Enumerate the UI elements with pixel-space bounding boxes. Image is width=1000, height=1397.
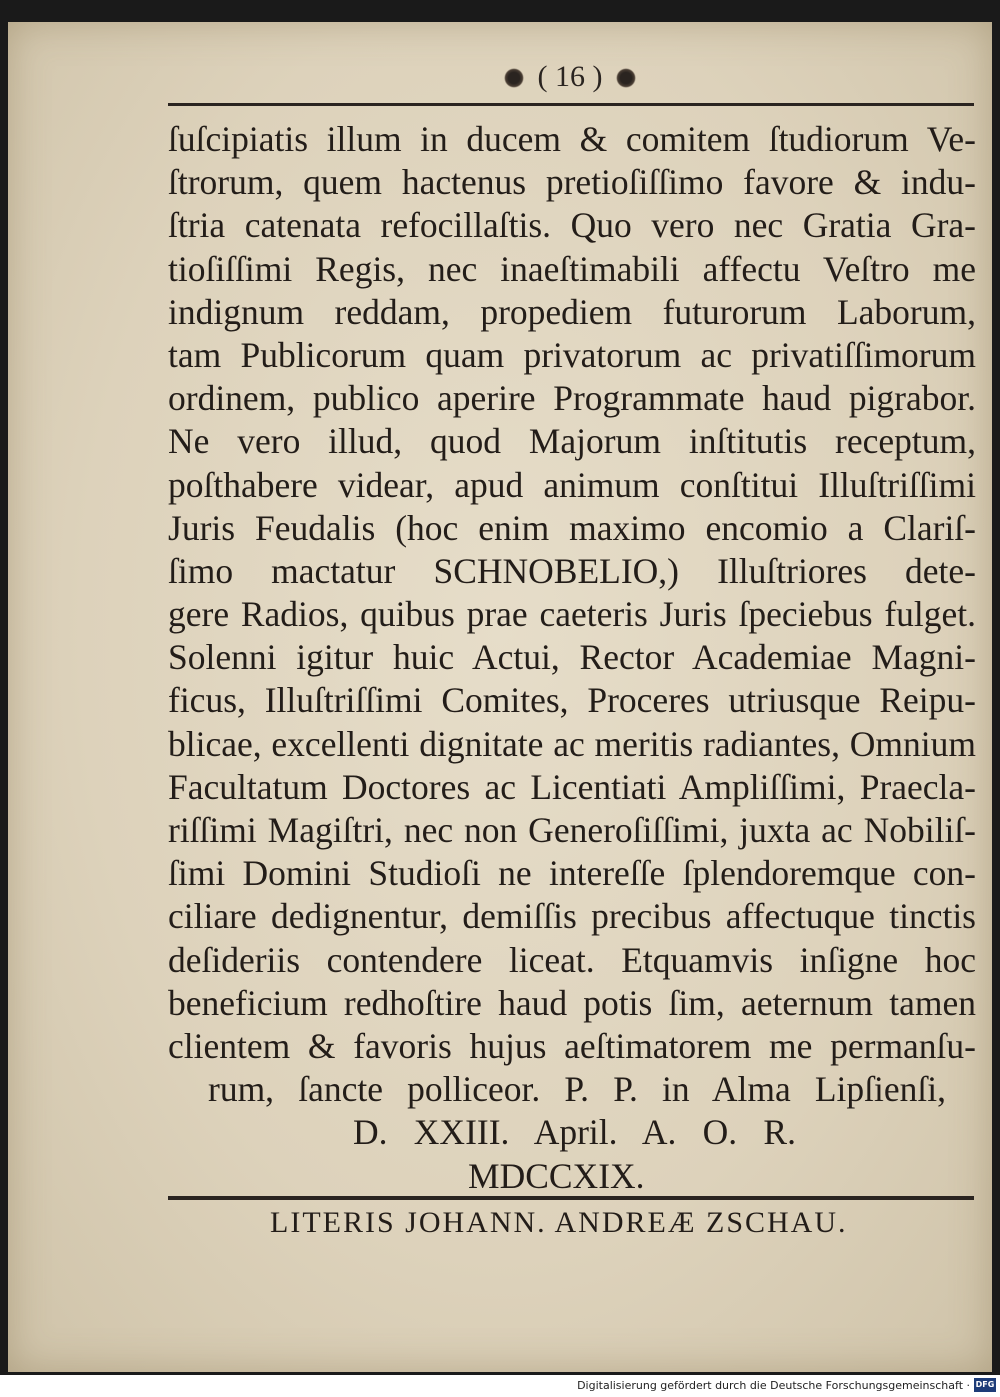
date-line: D. XXIII. April. A. O. R. [353,1112,796,1153]
footer-bar [0,1375,1000,1397]
body-line: ſimo mactatur SCHNOBELIO,) Illuſtriores dete- [168,550,976,591]
page-header [170,60,970,94]
dfg-logo: DFG [974,1378,996,1392]
body-line: gere Radios, quibus prae caeteris Juris ſpeciebus fulget. [168,594,976,635]
body-line: ficus, Illuſtriſſimi Comites, Proceres utriusque Reipu- [168,680,976,721]
body-line: Solenni igitur huic Actui, Rector Academiae Magni- [168,637,976,678]
body-line: tioſiſſimi Regis, nec inaeſtimabili affectu Veſtro me [168,248,976,289]
body-line: Facultatum Doctores ac Licentiati Ampliſſimi, Praecla- [168,766,976,807]
colophon-rule [168,1196,974,1200]
body-line: tam Publicorum quam privatorum ac privatiſſimorum [168,334,976,375]
ornament-right-icon [616,68,636,88]
body-line: ſimi Domini Studioſi ne intereſſe ſplendoremque con- [168,853,976,894]
body-line: ſtrorum, quem hactenus pretioſiſſimo favore & indu- [168,162,976,203]
body-line: deſideriis contendere liceat. Etquamvis inſigne hoc [168,939,976,980]
ornament-left-icon [504,68,524,88]
body-line: blicae, excellenti dignitate ac meritis radiantes, Omnium [168,723,976,764]
body-line: clientem & favoris hujus aeſtimatorem me permanſu- [168,1025,976,1066]
body-line: ciliare dedignentur, demiſſis precibus affectuque tinctis [168,896,976,937]
body-text [168,118,976,1198]
body-line: Ne vero illud, quod Majorum inſtitutis receptum, [168,421,976,462]
body-line: rum, ſancte polliceor. P. P. in Alma Lipſienſi, [208,1069,946,1110]
body-line: poſthabere videar, apud animum conſtitui Illuſtriſſimi [168,464,976,505]
page-number: ( 16 ) [537,60,603,93]
body-line: beneficium redhoſtire haud potis ſim, aeternum tamen [168,982,976,1023]
body-line: Juris Feudalis (hoc enim maximo encomio a Clariſ- [168,507,976,548]
year-line: MDCCXIX. [468,1155,645,1196]
body-line: indignum reddam, propediem futurorum Laborum, [168,291,976,332]
funding-notice: Digitalisierung gefördert durch die Deutsche Forschungsgemeinschaft · [577,1379,970,1392]
body-line: ſuſcipiatis illum in ducem & comitem ſtudiorum Ve- [168,119,976,159]
header-rule [168,103,974,106]
body-line: ordinem, publico aperire Programmate haud pigrabor. [168,378,976,419]
body-line: ſtria catenata refocillaſtis. Quo vero nec Gratia Gra- [168,205,976,246]
body-line: riſſimi Magiſtri, nec non Generoſiſſimi, juxta ac Nobiliſ- [168,810,976,850]
printer-colophon: LITERIS JOHANN. ANDREÆ ZSCHAU. [270,1206,848,1239]
